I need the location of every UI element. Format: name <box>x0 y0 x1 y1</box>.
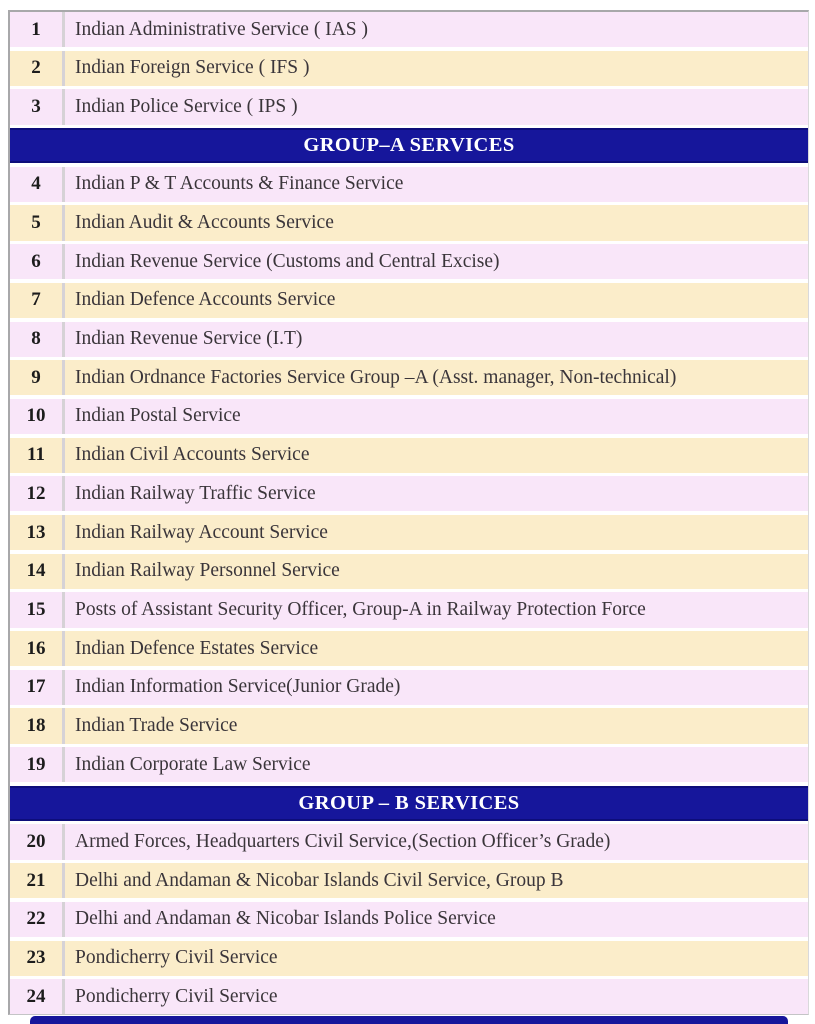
service-name: Indian Civil Accounts Service <box>65 438 808 473</box>
service-name: Indian Railway Account Service <box>65 515 808 550</box>
table-row <box>10 283 808 318</box>
row-number: 5 <box>10 205 62 240</box>
service-name: Indian Audit & Accounts Service <box>65 205 808 240</box>
section-header-row <box>10 128 808 163</box>
service-name: Indian Police Service ( IPS ) <box>65 89 808 124</box>
row-number: 24 <box>10 979 62 1014</box>
service-name: Indian Railway Traffic Service <box>65 476 808 511</box>
row-number: 20 <box>10 824 62 859</box>
service-name: Posts of Assistant Security Officer, Group-A in Railway Protection Force <box>65 592 808 627</box>
section-header-label: GROUP–A SERVICES <box>303 134 515 157</box>
next-section-bar-cutoff <box>30 1016 788 1024</box>
service-name: Armed Forces, Headquarters Civil Service,(Section Officer’s Grade) <box>65 824 808 859</box>
table-row <box>10 863 808 898</box>
row-number: 15 <box>10 592 62 627</box>
row-number: 8 <box>10 322 62 357</box>
table-row <box>10 205 808 240</box>
service-name: Pondicherry Civil Service <box>65 941 808 976</box>
row-number: 4 <box>10 167 62 202</box>
table-row <box>10 244 808 279</box>
row-number: 3 <box>10 89 62 124</box>
table-row <box>10 708 808 743</box>
service-name: Indian Trade Service <box>65 708 808 743</box>
service-name: Indian Postal Service <box>65 399 808 434</box>
row-number: 22 <box>10 902 62 937</box>
table-row <box>10 51 808 86</box>
service-name: Indian Revenue Service (Customs and Central Excise) <box>65 244 808 279</box>
service-name: Indian Information Service(Junior Grade) <box>65 670 808 705</box>
table-row <box>10 747 808 782</box>
row-number: 6 <box>10 244 62 279</box>
table-row <box>10 824 808 859</box>
section-header-row <box>10 786 808 821</box>
row-number: 23 <box>10 941 62 976</box>
service-name: Indian Defence Estates Service <box>65 631 808 666</box>
row-number: 12 <box>10 476 62 511</box>
table-row <box>10 554 808 589</box>
row-number: 2 <box>10 51 62 86</box>
service-name: Pondicherry Civil Service <box>65 979 808 1014</box>
service-name: Indian Foreign Service ( IFS ) <box>65 51 808 86</box>
table-row <box>10 941 808 976</box>
service-name: Indian Corporate Law Service <box>65 747 808 782</box>
table-row <box>10 89 808 124</box>
table-row <box>10 902 808 937</box>
service-name: Delhi and Andaman & Nicobar Islands Police Service <box>65 902 808 937</box>
service-name: Indian Administrative Service ( IAS ) <box>65 12 808 47</box>
row-number: 13 <box>10 515 62 550</box>
table-row <box>10 515 808 550</box>
table-row <box>10 670 808 705</box>
table-row <box>10 167 808 202</box>
row-number: 18 <box>10 708 62 743</box>
table-row <box>10 399 808 434</box>
services-table <box>8 10 809 1015</box>
row-number: 10 <box>10 399 62 434</box>
row-number: 1 <box>10 12 62 47</box>
service-name: Indian Ordnance Factories Service Group –A (Asst. manager, Non-technical) <box>65 360 808 395</box>
row-number: 14 <box>10 554 62 589</box>
table-row <box>10 438 808 473</box>
service-name: Indian P & T Accounts & Finance Service <box>65 167 808 202</box>
row-number: 19 <box>10 747 62 782</box>
table-row <box>10 476 808 511</box>
table-row <box>10 322 808 357</box>
table-row <box>10 979 808 1014</box>
row-number: 11 <box>10 438 62 473</box>
table-row <box>10 12 808 47</box>
section-header-label: GROUP – B SERVICES <box>298 791 520 814</box>
row-number: 7 <box>10 283 62 318</box>
table-row <box>10 631 808 666</box>
service-name: Delhi and Andaman & Nicobar Islands Civil Service, Group B <box>65 863 808 898</box>
service-name: Indian Railway Personnel Service <box>65 554 808 589</box>
row-number: 9 <box>10 360 62 395</box>
service-name: Indian Revenue Service (I.T) <box>65 322 808 357</box>
row-number: 17 <box>10 670 62 705</box>
service-name: Indian Defence Accounts Service <box>65 283 808 318</box>
row-number: 21 <box>10 863 62 898</box>
table-row <box>10 360 808 395</box>
row-number: 16 <box>10 631 62 666</box>
table-row <box>10 592 808 627</box>
